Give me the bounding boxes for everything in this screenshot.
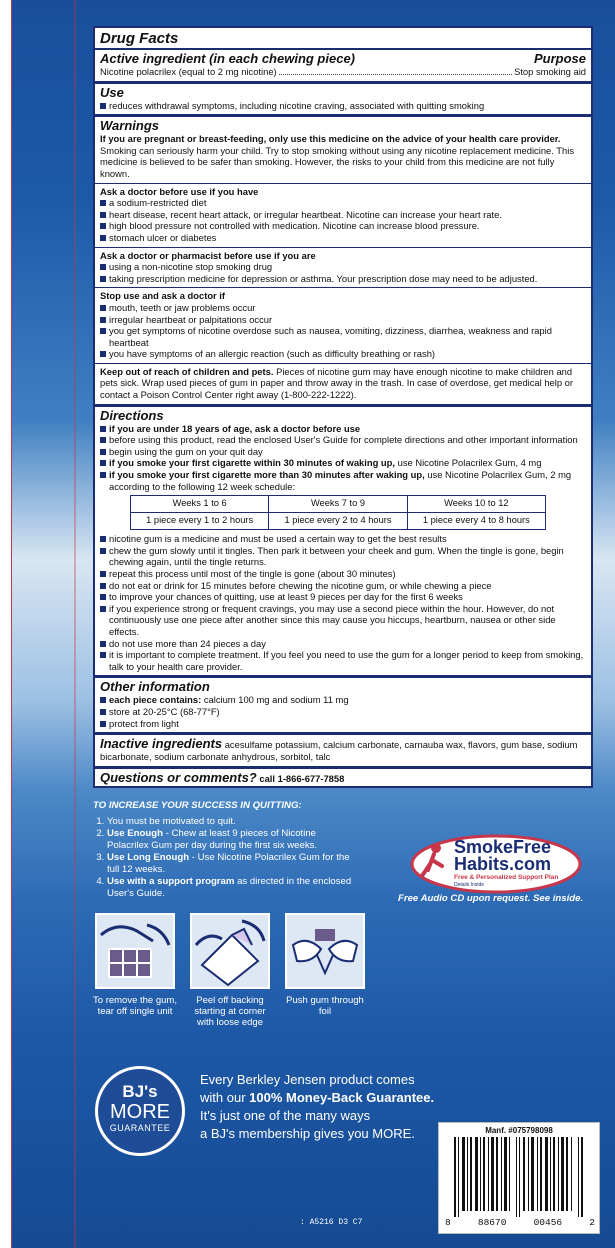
drug-facts-header	[95, 28, 591, 48]
active-ingredient-heading: Active ingredient (in each chewing piece)	[100, 51, 356, 66]
direction-text: use Nicotine Polacrilex Gum, 4 mg	[397, 457, 542, 469]
dosing-schedule-table	[130, 495, 546, 530]
warnings-heading: Warnings	[100, 118, 159, 134]
list-item: do not eat or drink for 15 minutes before chewing the nicotine gum, or while chewing a piece	[100, 580, 586, 592]
tip-item	[107, 828, 358, 851]
tip-text: You must be motivated to quit.	[107, 815, 236, 827]
logo-tagline: Free & Personalized Support Plan	[454, 874, 559, 881]
table-cell: 1 piece every 1 to 2 hours	[131, 513, 269, 530]
list-item: if you are under 18 years of age, ask a doctor before use	[100, 423, 586, 435]
guarantee-line: It's just one of the many ways	[200, 1108, 371, 1123]
list-item: it is important to complete treatment. If you feel you need to use the gum for a longer period to keep from smoking, talk to your health care provider.	[100, 649, 586, 672]
other-info-text: calcium 100 mg and sodium 11 mg	[203, 694, 349, 706]
logo-details: Details Inside	[454, 882, 485, 888]
list-item: before using this product, read the enclosed User's Guide for complete directions and other important information	[100, 434, 586, 446]
push-gum-icon	[287, 915, 363, 987]
tips-title: TO INCREASE YOUR SUCCESS IN QUITTING:	[93, 800, 302, 811]
tip-text: as directed in the enclosed User's Guide.	[107, 876, 352, 899]
list-item: to improve your chances of quitting, use at least 9 pieces per day for the first 6 weeks	[100, 591, 586, 603]
ask-pharmacist-heading: Ask a doctor or pharmacist before use if you are	[100, 249, 316, 261]
pregnancy-warning-bold: If you are pregnant or breast-feeding, only use this medicine on the advice of your health care provider.	[100, 133, 561, 145]
list-item: nicotine gum is a medicine and must be used a certain way to get the best results	[100, 533, 586, 545]
list-item: irregular heartbeat or palpitations occur	[100, 314, 586, 326]
list-item	[100, 694, 586, 706]
step-2-illustration	[190, 913, 270, 989]
purpose-heading: Purpose	[533, 51, 586, 66]
list-item: mouth, teeth or jaw problems occur	[100, 302, 586, 314]
list-item: stomach ulcer or diabetes	[100, 232, 586, 244]
tip-bold: Use Long Enough	[107, 852, 190, 863]
keep-out-of-reach-text: Pieces of nicotine gum may have enough nicotine to make children and pets sick. Wrap used pieces of gum in paper and throw away in the trash. In case of overdose, get medical help or contact a Poison Control Center right away (1-800-222-1222).	[100, 365, 573, 401]
guarantee-bold: 100% Money-Back Guarantee.	[249, 1090, 435, 1105]
barcode-digit-group: 88670	[477, 1217, 507, 1228]
drug-facts-panel	[93, 26, 593, 788]
package-fold-line	[74, 0, 76, 1248]
manufacturer-number: Manf. #075798098	[485, 1126, 553, 1135]
badge-guarantee: GUARANTEE	[109, 1123, 171, 1133]
audio-cd-note: Free Audio CD upon request. See inside.	[398, 893, 584, 904]
tip-bold: Use Enough	[107, 828, 163, 839]
step-1-caption: To remove the gum, tear off single unit	[93, 995, 177, 1017]
list-item: you get symptoms of nicotine overdose such as nausea, vomiting, dizziness, diarrhea, weakness and rapid heartbeat	[100, 325, 586, 348]
quitting-tips	[93, 800, 358, 900]
questions-phone: call 1-866-677-7858	[259, 772, 345, 784]
list-item: if you experience strong or frequent cravings, you may use a second piece within the hour. However, do not continuously use one piece after another since this may cause you hiccups, heartburn, nausea or other side effects.	[100, 603, 586, 638]
direction-bold: if you smoke your first cigarette within 30 minutes of waking up,	[109, 457, 395, 469]
logo-line2: Habits.com	[454, 854, 552, 874]
barcode-digit-group: 2	[589, 1217, 595, 1228]
list-item	[100, 469, 586, 492]
tip-item	[107, 852, 358, 875]
direction-bold: if you smoke your first cigarette more than 30 minutes after waking up,	[109, 469, 425, 481]
table-header-cell: Weeks 10 to 12	[407, 496, 545, 513]
list-item: chew the gum slowly until it tingles. Then park it between your cheek and gum. When the tingle is gone, begin chewing again, until the tingle returns.	[100, 545, 586, 568]
list-item: high blood pressure not controlled with medication. Nicotine can increase blood pressure.	[100, 220, 586, 232]
list-item: heart disease, recent heart attack, or irregular heartbeat. Nicotine can increase your heart rate.	[100, 209, 586, 221]
lot-code: : A5216 D3 C7	[300, 1218, 363, 1227]
table-header-cell: Weeks 7 to 9	[269, 496, 407, 513]
table-row	[131, 496, 546, 513]
inactive-ingredients-text: acesulfame potassium, calcium carbonate, carnauba wax, flavors, gum base, sodium bicarbonate, sodium carbonate anhydrous, sorbitol, talc	[100, 739, 578, 763]
list-item: using a non-nicotine stop smoking drug	[100, 261, 586, 273]
package-left-flap	[0, 0, 12, 1248]
questions-heading: Questions or comments?	[100, 769, 257, 785]
leader-dots	[279, 74, 512, 75]
step-3-illustration	[285, 913, 365, 989]
pregnancy-warning-text: Smoking can seriously harm your child. Try to stop smoking without using any nicotine replacement medicine. This medicine is believed to be safer than smoking. However, the risks to your child from this medicine are not fully known.	[100, 144, 575, 179]
list-item	[100, 457, 586, 469]
list-item: you have symptoms of an allergic reaction (such as difficulty breathing or rash)	[100, 348, 586, 360]
badge-brand: BJ's	[122, 1082, 158, 1101]
guarantee-line: a BJ's membership gives you MORE.	[200, 1126, 415, 1141]
list-item: protect from light	[100, 718, 586, 730]
stop-use-heading: Stop use and ask a doctor if	[100, 290, 226, 302]
list-item: do not use more than 24 pieces a day	[100, 638, 586, 650]
active-ingredient: Nicotine polacrilex (equal to 2 mg nicotine)	[100, 66, 277, 77]
other-info-bold: each piece contains:	[109, 694, 202, 706]
step-1-illustration	[95, 913, 175, 989]
use-heading: Use	[100, 84, 124, 100]
list-item: a sodium-restricted diet	[100, 197, 586, 209]
guarantee-line	[200, 1089, 440, 1107]
guarantee-text	[200, 1071, 440, 1143]
tip-text: - Use Nicotine Polacrilex Gum for the full 12 weeks.	[107, 852, 350, 875]
step-3-caption: Push gum through foil	[286, 995, 364, 1017]
list-item: begin using the gum on your quit day	[100, 446, 586, 458]
keep-out-of-reach-bold: Keep out of reach of children and pets.	[100, 365, 274, 377]
directions-heading: Directions	[100, 407, 164, 423]
barcode-digits	[445, 1217, 595, 1228]
tip-item	[107, 816, 358, 828]
drug-facts-title: Drug Facts	[100, 30, 179, 47]
smokefree-habits-logo	[408, 830, 584, 894]
list-item: store at 20-25°C (68-77°F)	[100, 706, 586, 718]
step-2-caption: Peel off backing starting at corner with loose edge	[194, 995, 266, 1028]
table-header-cell: Weeks 1 to 6	[131, 496, 269, 513]
table-cell: 1 piece every 2 to 4 hours	[269, 513, 407, 530]
other-information-heading: Other information	[100, 679, 210, 695]
barcode-digit-group: 8	[445, 1217, 451, 1228]
tip-item	[107, 876, 358, 899]
tip-bold: Use with a support program	[107, 876, 235, 887]
barcode-icon	[454, 1137, 584, 1217]
guarantee-line: Every Berkley Jensen product comes	[200, 1072, 415, 1087]
guarantee-text-part: with our	[200, 1090, 250, 1105]
list-item: repeat this process until most of the tingle is gone (about 30 minutes)	[100, 568, 586, 580]
bjs-more-guarantee-badge	[95, 1066, 185, 1156]
tear-gum-icon	[97, 915, 173, 987]
tip-text: - Chew at least 9 pieces of Nicotine Polacrilex Gum per day during the first six weeks.	[107, 828, 318, 851]
direction-text: use Nicotine Polacrilex Gum, 2 mg according to the following 12 week schedule:	[109, 469, 572, 492]
badge-more: MORE	[110, 1101, 170, 1123]
table-row	[131, 513, 546, 530]
list-item: taking prescription medicine for depression or asthma. Your prescription dose may need to be adjusted.	[100, 273, 586, 285]
barcode-digit-group: 00456	[533, 1217, 563, 1228]
ask-doctor-heading: Ask a doctor before use if you have	[100, 185, 259, 197]
logo-line1: SmokeFree	[454, 837, 552, 857]
inactive-ingredients-heading: Inactive ingredients	[100, 736, 223, 752]
purpose-text: Stop smoking aid	[514, 66, 586, 77]
barcode-panel	[438, 1122, 600, 1234]
use-text: reduces withdrawal symptoms, including nicotine craving, associated with quitting smoking	[100, 100, 586, 112]
peel-backing-icon	[192, 915, 268, 987]
table-cell: 1 piece every 4 to 8 hours	[407, 513, 545, 530]
